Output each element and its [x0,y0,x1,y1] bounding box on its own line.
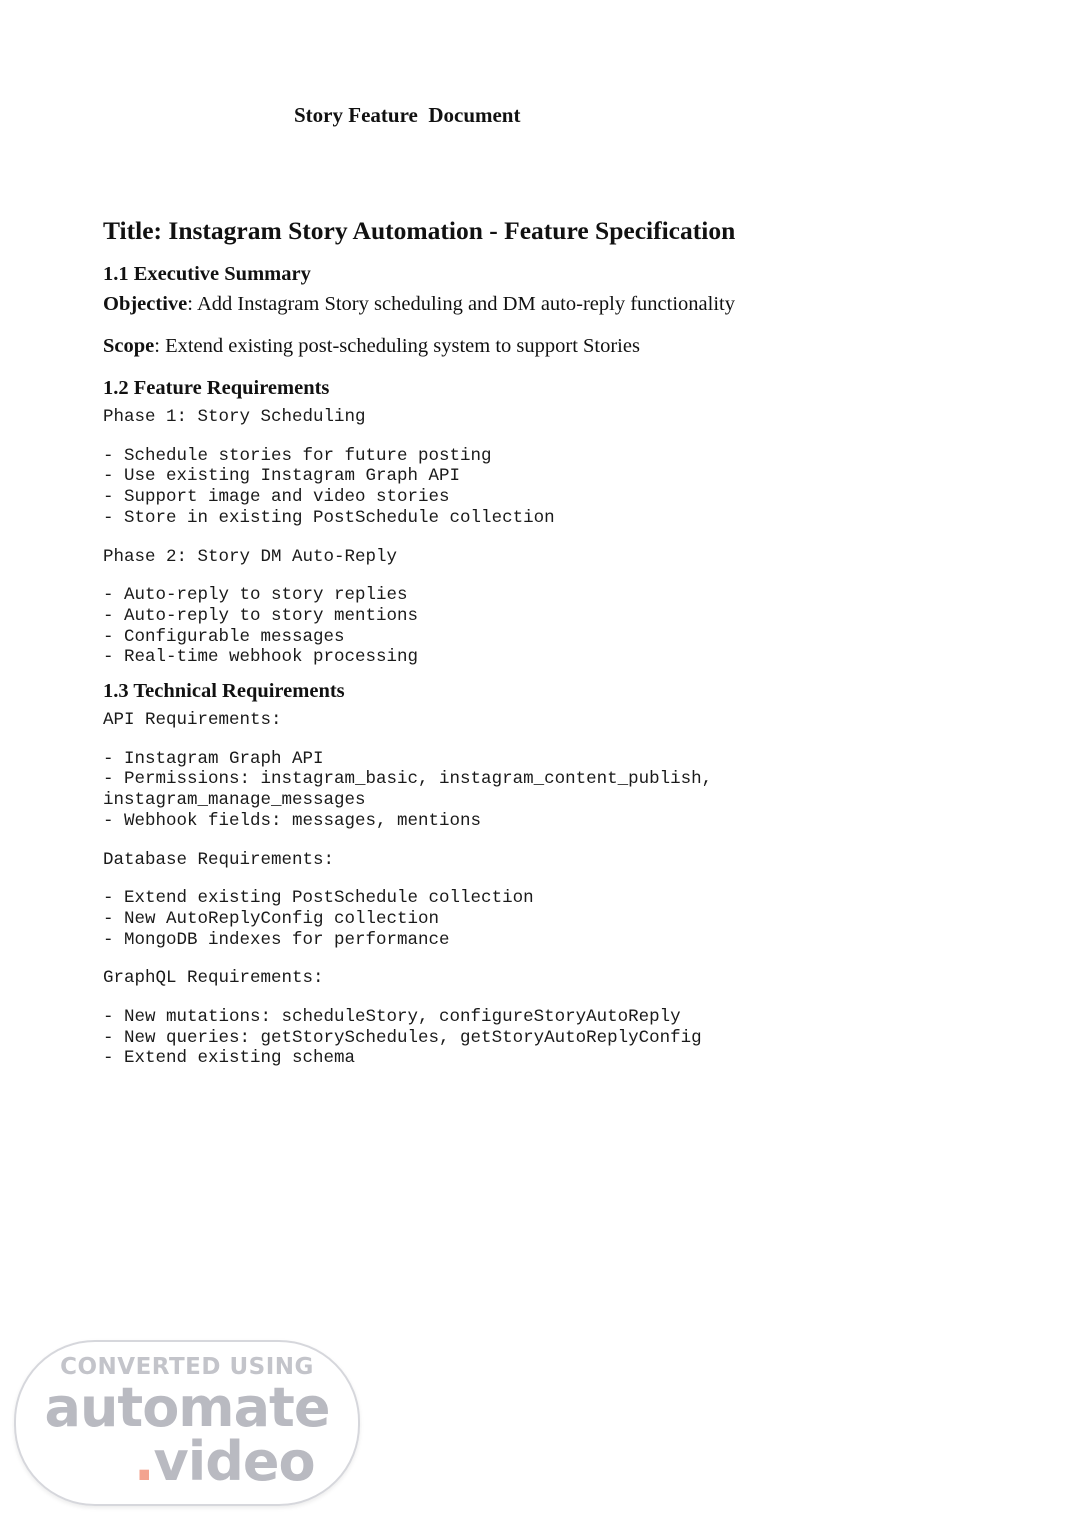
section-heading-technical-requirements: 1.3 Technical Requirements [103,680,345,703]
section-heading-executive-summary: 1.1 Executive Summary [103,263,311,285]
graphql-requirements-items: - New mutations: scheduleStory, configureStoryAutoReply - New queries: getStorySchedules, getStoryAutoReplyConfig - Extend existing schema [103,1007,702,1069]
section-heading-feature-requirements: 1.2 Feature Requirements [103,377,330,399]
database-requirements-title: Database Requirements: [103,849,335,870]
watermark-brand-video: video [153,1430,315,1493]
document-body [103,213,1003,1087]
database-requirements-items: - Extend existing PostSchedule collection - New AutoReplyConfig collection - MongoDB indexes for performance [103,888,534,950]
objective-label: Objective [103,293,188,315]
document-title: Title: Instagram Story Automation - Feature Specification [103,216,736,245]
watermark-brand-line1: automate [44,1376,330,1439]
objective-line [103,289,1003,319]
converter-watermark [14,1340,360,1506]
watermark-caption: CONVERTED USING [60,1354,314,1380]
watermark-dot: . [134,1430,154,1493]
api-requirements-items: - Instagram Graph API - Permissions: instagram_basic, instagram_content_publish, instagram_manage_messages - Webhook fields: messages, mentions [103,748,713,831]
graphql-requirements-title: GraphQL Requirements: [103,968,324,989]
phase1-title: Phase 1: Story Scheduling [103,407,366,427]
phase2-items: - Auto-reply to story replies - Auto-reply to story mentions - Configurable messages - Real-time webhook processing [103,585,419,668]
scope-text: : Extend existing post-scheduling system to support Stories [154,335,640,357]
phase2-title: Phase 2: Story DM Auto-Reply [103,546,398,567]
api-requirements-title: API Requirements: [103,710,282,731]
scope-label: Scope [103,335,155,357]
phase1-items: - Schedule stories for future posting - Use existing Instagram Graph API - Support image and video stories - Store in existing PostSchedule collection [103,445,555,528]
scope-line [103,331,1003,361]
objective-text: : Add Instagram Story scheduling and DM auto-reply functionality [187,293,735,315]
watermark-brand-line2 [134,1430,315,1493]
document-header: Story Feature Document [294,103,521,127]
